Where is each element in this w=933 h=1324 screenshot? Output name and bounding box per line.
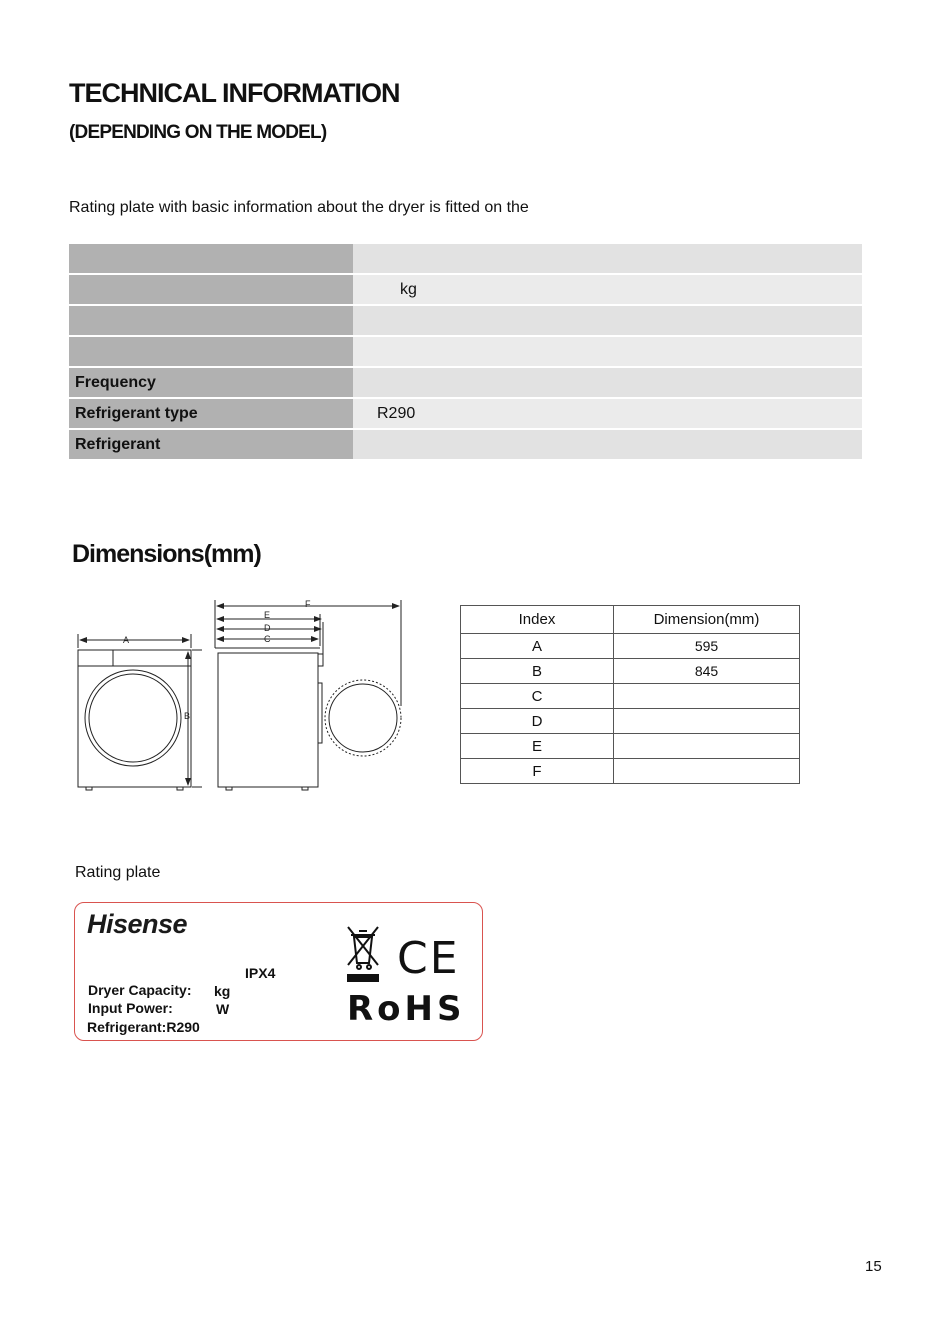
spec-label: Frequency	[69, 367, 353, 398]
table-row	[461, 734, 800, 759]
spec-row	[69, 398, 862, 429]
power-unit: W	[216, 1001, 230, 1017]
table-row	[461, 634, 800, 659]
intro-text: Rating plate with basic information about the dryer is fitted on the	[69, 199, 529, 216]
page-subtitle: (DEPENDING ON THE MODEL)	[69, 122, 327, 143]
rating-plate	[74, 902, 483, 1041]
table-cell: A	[461, 634, 614, 659]
table-cell: 845	[614, 659, 800, 684]
table-cell: B	[461, 659, 614, 684]
spec-value	[353, 336, 862, 367]
spec-label	[69, 305, 353, 336]
spec-label: Refrigerant	[69, 429, 353, 459]
spec-value	[353, 429, 862, 459]
ip-rating: IPX4	[245, 965, 276, 981]
header-index: Index	[461, 606, 614, 634]
table-cell	[614, 684, 800, 709]
spec-row	[69, 336, 862, 367]
spec-value: kg	[353, 274, 862, 305]
power-label: Input Power:	[88, 1000, 173, 1016]
table-cell: C	[461, 684, 614, 709]
dim-label-d: D	[264, 623, 271, 633]
table-cell: 595	[614, 634, 800, 659]
spec-row	[69, 274, 862, 305]
table-cell	[614, 709, 800, 734]
header-dimension: Dimension(mm)	[614, 606, 800, 634]
spec-label	[69, 336, 353, 367]
table-row	[461, 759, 800, 784]
table-row	[461, 684, 800, 709]
refrigerant-text: Refrigerant:R290	[87, 1019, 200, 1035]
weee-bin-icon	[345, 923, 381, 985]
rohs-mark-icon: RoHS	[347, 989, 466, 1029]
spec-table	[69, 244, 862, 459]
spec-value: R290	[353, 398, 862, 429]
spec-value	[353, 367, 862, 398]
table-header-row	[461, 606, 800, 634]
rating-plate-label: Rating plate	[75, 864, 161, 881]
page-title: TECHNICAL INFORMATION	[69, 78, 400, 108]
spec-row	[69, 244, 862, 274]
table-cell: F	[461, 759, 614, 784]
spec-value	[353, 244, 862, 274]
page-number: 15	[865, 1258, 882, 1275]
table-cell: D	[461, 709, 614, 734]
dimensions-title: Dimensions(mm)	[72, 540, 261, 568]
table-cell: E	[461, 734, 614, 759]
spec-label: Refrigerant type	[69, 398, 353, 429]
brand-logo: Hisense	[87, 909, 188, 939]
table-cell	[614, 734, 800, 759]
dim-label-e: E	[264, 610, 271, 620]
capacity-label: Dryer Capacity:	[88, 982, 192, 998]
table-row	[461, 659, 800, 684]
dim-label-f: F	[305, 599, 311, 609]
spec-label	[69, 244, 353, 274]
spec-row	[69, 367, 862, 398]
spec-row	[69, 429, 862, 459]
spec-value	[353, 305, 862, 336]
dim-label-c: C	[264, 634, 271, 644]
dimension-table	[460, 605, 800, 784]
capacity-unit: kg	[214, 983, 231, 999]
dimension-diagram	[70, 598, 410, 798]
table-cell	[614, 759, 800, 784]
dim-label-a: A	[123, 635, 130, 645]
table-row	[461, 709, 800, 734]
dim-label-b: B	[184, 711, 191, 721]
ce-mark-icon: CE	[397, 933, 460, 984]
spec-label	[69, 274, 353, 305]
spec-row	[69, 305, 862, 336]
